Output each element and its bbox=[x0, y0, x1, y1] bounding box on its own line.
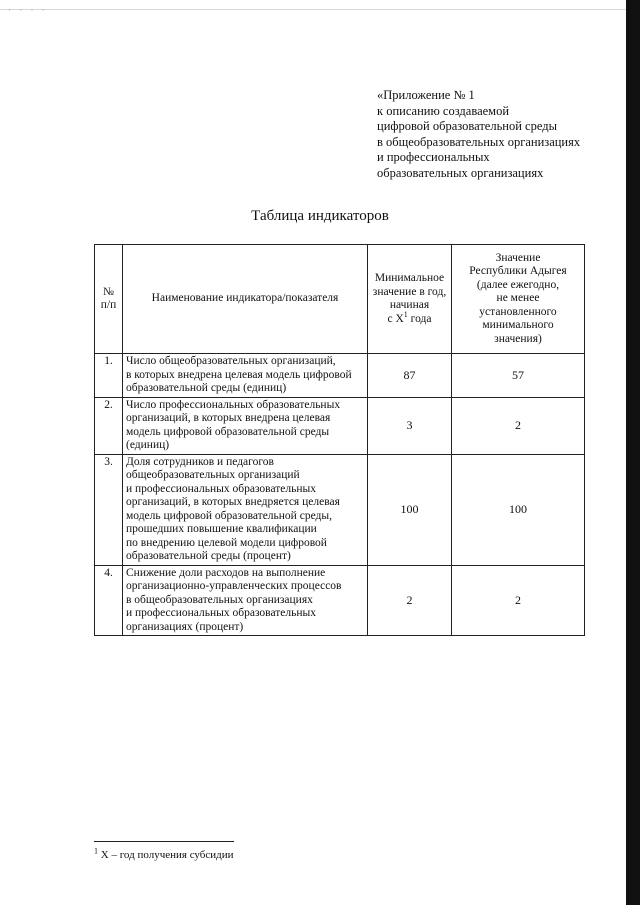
row-name bbox=[123, 454, 368, 565]
appendix-line: в общеобразовательных организациях bbox=[377, 134, 581, 149]
row-name-line: модель цифровой образовательной среды bbox=[126, 425, 330, 438]
scan-right-edge bbox=[626, 0, 640, 905]
row-name-line: Число профессиональных образовательных bbox=[126, 398, 341, 411]
header-min-value bbox=[368, 245, 452, 354]
row-name-line: в которых внедрена целевая модель цифровой bbox=[126, 368, 352, 381]
table-row bbox=[95, 354, 585, 398]
row-region-value: 2 bbox=[452, 397, 585, 454]
table-row bbox=[95, 565, 585, 636]
row-num: 4. bbox=[95, 565, 123, 636]
footnote-separator bbox=[94, 841, 234, 842]
row-name-line: и профессиональных образовательных bbox=[126, 482, 316, 495]
row-name-line: общеобразовательных организаций bbox=[126, 469, 300, 481]
row-name-line: (единиц) bbox=[126, 439, 170, 451]
table-row bbox=[95, 454, 585, 565]
header-num-line: № bbox=[103, 285, 114, 298]
row-num: 2. bbox=[95, 397, 123, 454]
appendix-line: цифровой образовательной среды bbox=[377, 119, 557, 133]
header-min-line bbox=[371, 309, 448, 327]
appendix-line: образовательных организациях bbox=[377, 165, 544, 180]
scan-artifact-dots: · · · · bbox=[8, 5, 48, 15]
header-region-value bbox=[452, 245, 585, 354]
row-name-line: прошедших повышение квалификации bbox=[126, 523, 317, 535]
row-name-line: по внедрению целевой модели цифровой bbox=[126, 536, 327, 549]
row-name-line: организаций, в которых внедряется целевая bbox=[126, 496, 340, 508]
row-name-line: организациях (процент) bbox=[126, 620, 244, 633]
row-name bbox=[123, 354, 368, 398]
row-min-value: 100 bbox=[368, 454, 452, 565]
header-num-line: п/п bbox=[100, 299, 117, 311]
header-region-line: не менее bbox=[496, 292, 540, 305]
row-name-line: Число общеобразовательных организаций, bbox=[126, 355, 336, 367]
header-region-line: минимального bbox=[482, 319, 554, 332]
row-name-line: образовательной среды (процент) bbox=[126, 550, 291, 562]
row-min-value: 3 bbox=[368, 397, 452, 454]
header-num bbox=[95, 245, 123, 354]
appendix-header bbox=[377, 88, 580, 181]
row-name-line: образовательной среды (единиц) bbox=[126, 382, 287, 394]
row-name bbox=[123, 565, 368, 636]
row-name-line: Доля сотрудников и педагогов bbox=[126, 455, 274, 468]
header-name: Наименование индикатора/показателя bbox=[123, 245, 368, 354]
row-num: 1. bbox=[95, 354, 123, 398]
row-name-line: модель цифровой образовательной среды, bbox=[126, 509, 332, 522]
row-region-value: 2 bbox=[452, 565, 585, 636]
row-name-line: организаций, в которых внедрена целевая bbox=[126, 412, 331, 424]
header-region-line: Республики Адыгея bbox=[469, 265, 567, 278]
row-min-value: 2 bbox=[368, 565, 452, 636]
header-region-line: значения) bbox=[494, 332, 542, 345]
footnote-ref: 1 bbox=[403, 309, 408, 319]
row-name-line: и профессиональных образовательных bbox=[126, 607, 316, 619]
row-name-line: в общеобразовательных организациях bbox=[126, 593, 313, 606]
row-region-value: 57 bbox=[452, 354, 585, 398]
indicators-table bbox=[94, 244, 585, 636]
appendix-line: к описанию создаваемой bbox=[377, 103, 510, 118]
row-region-value: 100 bbox=[452, 454, 585, 565]
header-min-tail: с X bbox=[387, 312, 404, 325]
header-min-line: значение в год, bbox=[372, 285, 447, 298]
footnote bbox=[94, 846, 234, 861]
table-header-row bbox=[95, 245, 585, 354]
header-region-line: (далее ежегодно, bbox=[476, 278, 560, 291]
header-region-line: установленного bbox=[479, 305, 557, 318]
row-name-line: организационно-управленческих процессов bbox=[126, 580, 342, 592]
row-min-value: 87 bbox=[368, 354, 452, 398]
table-title: Таблица индикаторов bbox=[251, 208, 389, 224]
header-region-line: Значение bbox=[495, 251, 541, 264]
header-min-tail-suffix: года bbox=[407, 312, 432, 325]
appendix-line: «Приложение № 1 bbox=[377, 88, 475, 102]
footnote-mark: 1 bbox=[94, 846, 98, 856]
row-name-line: Снижение доли расходов на выполнение bbox=[126, 566, 326, 579]
row-name bbox=[123, 397, 368, 454]
header-min-line: начиная bbox=[389, 299, 430, 311]
scan-top-edge bbox=[0, 9, 640, 10]
row-num: 3. bbox=[95, 454, 123, 565]
footnote-text: X – год получения субсидии bbox=[98, 849, 234, 861]
header-min-line: Минимальное bbox=[374, 272, 445, 284]
appendix-line: и профессиональных bbox=[377, 150, 490, 164]
table-row bbox=[95, 397, 585, 454]
